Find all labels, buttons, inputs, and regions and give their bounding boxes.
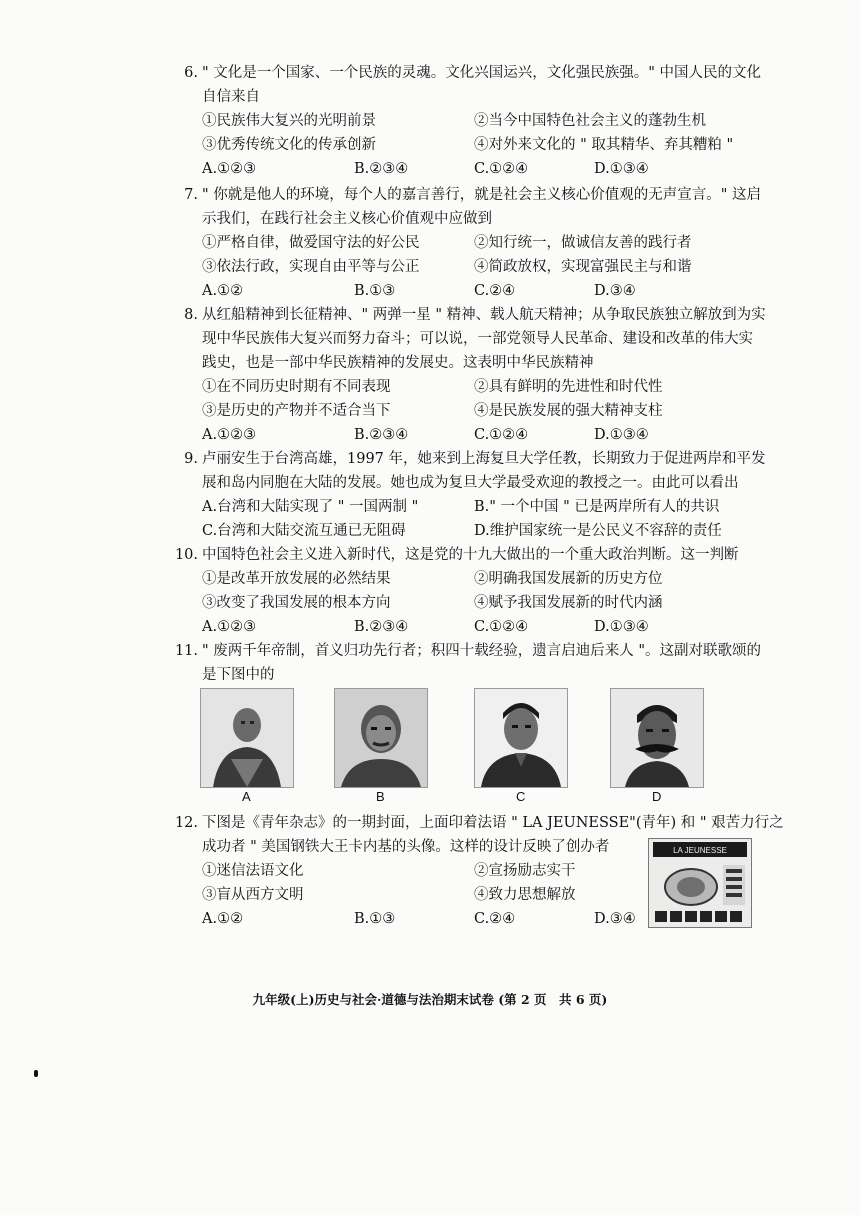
- portrait-photo-a: [200, 688, 294, 788]
- question-stem: 展和岛内同胞在大陆的发展。她也成为复旦大学最受欢迎的教授之一。由此可以看出: [202, 475, 739, 491]
- answer-choice: D.维护国家统一是公民义不容辞的责任: [474, 523, 722, 539]
- question-number: 11.: [174, 643, 198, 659]
- question-stem: 下图是《青年杂志》的一期封面，上面印着法语 " LA JEUNESSE"(青年) 和 " 艰苦力行之: [202, 815, 784, 831]
- answer-choice: B.①③: [354, 911, 396, 927]
- answer-choice: B.②③④: [354, 619, 409, 635]
- answer-choice: B.②③④: [354, 427, 409, 443]
- question-stem: " 文化是一个国家、一个民族的灵魂。文化兴国运兴，文化强民族强。" 中国人民的文化: [202, 65, 762, 81]
- question-stem: " 废两千年帝制，首义归功先行者；积四十载经验，遗言启迪后来人 "。这副对联歌颂的: [202, 643, 762, 659]
- statement-item: ④简政放权，实现富强民主与和谐: [474, 259, 692, 275]
- answer-choice: D.①③④: [594, 161, 649, 177]
- answer-choice: D.③④: [594, 911, 636, 927]
- question-stem: 是下图中的: [202, 667, 275, 683]
- answer-choice: C.②④: [474, 283, 516, 299]
- statement-item: ①在不同历史时期有不同表现: [202, 379, 391, 395]
- answer-choice: C.①②④: [474, 161, 529, 177]
- photo-label-d: D: [652, 789, 662, 804]
- question-stem: 卢丽安生于台湾高雄，1997 年，她来到上海复旦大学任教，长期致力于促进两岸和平发: [202, 451, 766, 467]
- answer-choice: D.③④: [594, 283, 636, 299]
- statement-item: ③改变了我国发展的根本方向: [202, 595, 391, 611]
- question-stem: 从红船精神到长征精神、" 两弹一星 " 精神、载人航天精神；从争取民族独立解放到为实: [202, 307, 766, 323]
- portrait-d-image: [611, 689, 703, 787]
- question-stem: 现中华民族伟大复兴而努力奋斗；可以说，一部党领导人民革命、建设和改革的伟大实: [202, 331, 753, 347]
- answer-choice: C.台湾和大陆交流互通已无阻碍: [202, 523, 406, 539]
- statement-item: ①民族伟大复兴的光明前景: [202, 113, 376, 129]
- answer-choice: A.①②: [202, 283, 244, 299]
- photo-label-b: B: [376, 789, 385, 804]
- statement-item: ②知行统一，做诚信友善的践行者: [474, 235, 692, 251]
- photo-label-a: A: [242, 789, 251, 804]
- statement-item: ②具有鲜明的先进性和时代性: [474, 379, 663, 395]
- cover-title: LA JEUNESSE: [673, 846, 727, 855]
- question-number: 12.: [174, 815, 198, 831]
- portrait-a-image: [201, 689, 293, 787]
- answer-choice: A.台湾和大陆实现了 " 一国两制 ": [202, 499, 419, 515]
- answer-choice: A.①②: [202, 911, 244, 927]
- statement-item: ③优秀传统文化的传承创新: [202, 137, 376, 153]
- statement-item: ①是改革开放发展的必然结果: [202, 571, 391, 587]
- answer-choice: A.①②③: [202, 161, 257, 177]
- answer-choice: D.①③④: [594, 619, 649, 635]
- question-number: 10.: [174, 547, 198, 563]
- answer-choice: B." 一个中国 " 已是两岸所有人的共识: [474, 499, 720, 515]
- statement-item: ②宣扬励志实干: [474, 863, 576, 879]
- photo-label-c: C: [516, 789, 526, 804]
- answer-choice: D.①③④: [594, 427, 649, 443]
- statement-item: ①迷信法语文化: [202, 863, 304, 879]
- question-stem: " 你就是他人的环境，每个人的嘉言善行，就是社会主义核心价值观的无声宣言。" 这启: [202, 187, 762, 203]
- statement-item: ④致力思想解放: [474, 887, 576, 903]
- statement-item: ③是历史的产物并不适合当下: [202, 403, 391, 419]
- page-footer: 九年级(上)历史与社会·道德与法治期末试卷 (第 2 页 共 6 页): [252, 992, 608, 1007]
- statement-item: ③盲从西方文明: [202, 887, 304, 903]
- portrait-photo-c: [474, 688, 568, 788]
- question-stem: 成功者 " 美国钢铁大王卡内基的头像。这样的设计反映了创办者: [202, 839, 610, 855]
- answer-choice: B.②③④: [354, 161, 409, 177]
- statement-item: ②当今中国特色社会主义的蓬勃生机: [474, 113, 706, 129]
- question-number: 6.: [184, 65, 198, 81]
- question-number: 8.: [184, 307, 198, 323]
- portrait-photo-d: [610, 688, 704, 788]
- portrait-c-image: [475, 689, 567, 787]
- statement-item: ④是民族发展的强大精神支柱: [474, 403, 663, 419]
- statement-item: ①严格自律，做爱国守法的好公民: [202, 235, 420, 251]
- magazine-cover-art: [649, 839, 751, 927]
- portrait-b-image: [335, 689, 427, 787]
- scan-speck: [34, 1070, 38, 1077]
- answer-choice: A.①②③: [202, 427, 257, 443]
- answer-choice: C.①②④: [474, 619, 529, 635]
- statement-item: ②明确我国发展新的历史方位: [474, 571, 663, 587]
- answer-choice: C.②④: [474, 911, 516, 927]
- answer-choice: A.①②③: [202, 619, 257, 635]
- question-number: 9.: [184, 451, 198, 467]
- answer-choice: B.①③: [354, 283, 396, 299]
- question-stem: 践史，也是一部中华民族精神的发展史。这表明中华民族精神: [202, 355, 594, 371]
- magazine-cover-image: [648, 838, 752, 928]
- statement-item: ③依法行政，实现自由平等与公正: [202, 259, 420, 275]
- question-stem: 中国特色社会主义进入新时代，这是党的十九大做出的一个重大政治判断。这一判断: [202, 547, 739, 563]
- answer-choice: C.①②④: [474, 427, 529, 443]
- statement-item: ④赋予我国发展新的时代内涵: [474, 595, 663, 611]
- question-stem: 示我们，在践行社会主义核心价值观中应做到: [202, 211, 492, 227]
- statement-item: ④对外来文化的 " 取其精华、弃其糟粕 ": [474, 137, 734, 153]
- portrait-photo-b: [334, 688, 428, 788]
- question-stem: 自信来自: [202, 89, 260, 105]
- question-number: 7.: [184, 187, 198, 203]
